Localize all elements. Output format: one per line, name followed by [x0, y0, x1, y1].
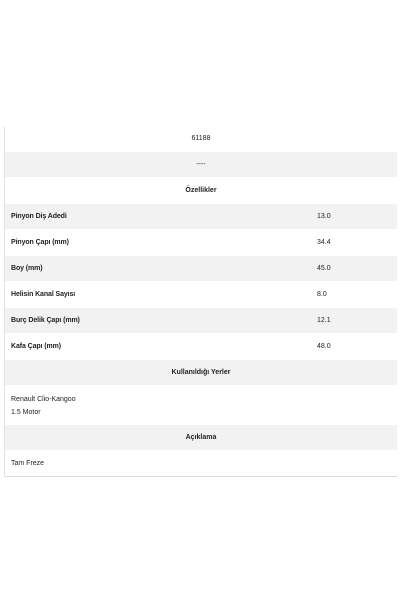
product-code-row: [5, 126, 397, 152]
spec-row-bushing-bore: [5, 308, 397, 334]
spec-row-head-diameter: [5, 334, 397, 360]
description-header: [5, 425, 397, 451]
spec-label: Pinyon Çapı (mm): [11, 239, 69, 246]
description-block: [5, 451, 397, 477]
usage-header: [5, 360, 397, 386]
features-header: [5, 178, 397, 204]
spec-value: 45.0: [317, 265, 331, 272]
spec-label: Pinyon Diş Adedi: [11, 213, 67, 220]
spec-row-pinion-diameter: [5, 230, 397, 256]
spec-row-helix-grooves: [5, 282, 397, 308]
spec-row-length: [5, 256, 397, 282]
features-title: Özellikler: [185, 187, 217, 194]
separator-row: [5, 152, 397, 178]
product-spec-table: [4, 126, 397, 477]
usage-line: 1.5 Motor: [11, 409, 41, 416]
spec-value: 34.4: [317, 239, 331, 246]
usage-title: Kullanıldığı Yerler: [171, 369, 231, 376]
usage-line: Renault Clio-Kangoo: [11, 396, 76, 403]
spec-value: 13.0: [317, 213, 331, 220]
description-text: Tam Freze: [11, 460, 45, 467]
spec-label: Helisin Kanal Sayısı: [11, 291, 76, 298]
spec-label: Burç Delik Çapı (mm): [11, 317, 80, 324]
product-code: 61188: [191, 135, 211, 142]
spec-row-pinion-teeth: [5, 204, 397, 230]
usage-block: [5, 386, 397, 425]
spec-label: Kafa Çapı (mm): [11, 343, 61, 350]
description-title: Açıklama: [185, 434, 217, 441]
spec-value: 48.0: [317, 343, 331, 350]
separator-text: ----: [196, 161, 206, 168]
spec-label: Boy (mm): [11, 265, 43, 272]
spec-value: 12.1: [317, 317, 331, 324]
spec-value: 8.0: [317, 291, 327, 298]
